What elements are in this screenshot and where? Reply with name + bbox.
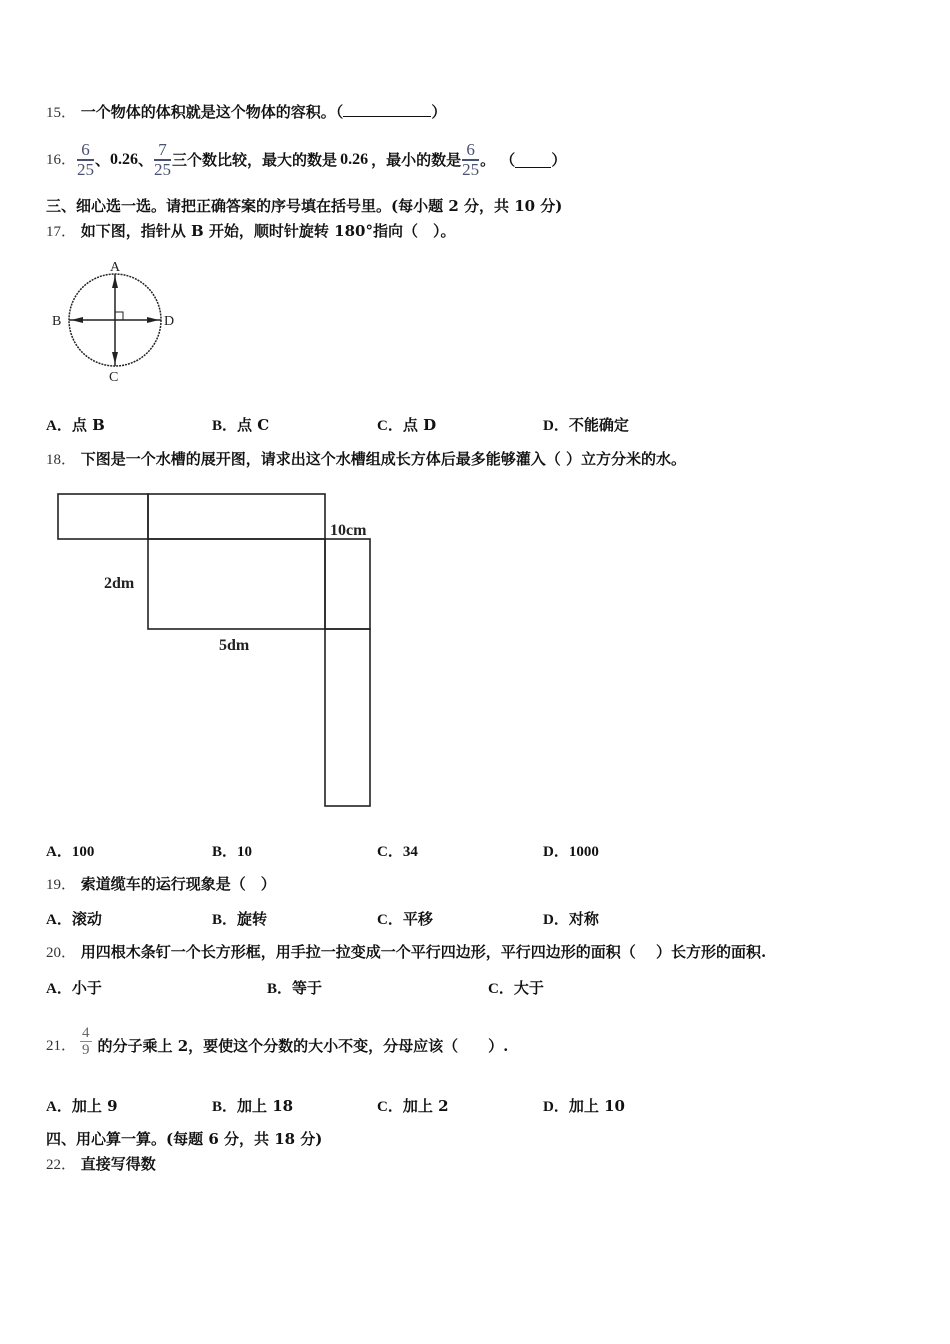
arrow-down-icon xyxy=(112,352,118,364)
arrow-right-icon xyxy=(147,317,159,323)
option-c[interactable]: C．大于 xyxy=(488,979,544,997)
svg-text:2dm: 2dm xyxy=(104,575,135,592)
svg-text:B: B xyxy=(52,314,62,329)
question-number: 20． xyxy=(46,945,77,961)
question-22 xyxy=(46,1154,156,1175)
svg-text:10cm: 10cm xyxy=(330,522,367,539)
question-16: 16． $\frac{6}{25}$ 、 0.26 、 $\frac{7}{25}$ 三个数比较，最大的数是 0.26 ，最小的数是 $\frac{6}{25}$ 。 （ ） xyxy=(46,140,567,179)
option-d[interactable]: D．对称 xyxy=(543,910,599,928)
option-c[interactable]: C．平移 xyxy=(377,910,433,928)
question-number: 16． xyxy=(46,152,77,168)
option-b[interactable]: B．等于 xyxy=(267,979,323,997)
fraction-6-25: $\frac{6}{25}$ xyxy=(462,140,480,179)
option-b[interactable]: B．旋转 xyxy=(212,910,268,928)
fraction-6-25: $\frac{6}{25}$ xyxy=(77,140,95,179)
question-number: 21． xyxy=(46,1038,77,1054)
question-number: 15． xyxy=(46,105,77,121)
question-number: 17． xyxy=(46,224,77,240)
option-d[interactable]: D．1000 xyxy=(543,844,599,860)
question-number: 22． xyxy=(46,1157,77,1173)
svg-text:5dm: 5dm xyxy=(219,637,250,654)
option-a[interactable]: A．滚动 xyxy=(46,910,102,928)
option-c[interactable]: C．加上 2 xyxy=(377,1097,449,1115)
section-3-title: 三、细心选一选。请把正确答案的序号填在括号里。(每小题 2 分，共 10 分) xyxy=(46,197,563,215)
option-d[interactable]: D．不能确定 xyxy=(543,416,629,434)
svg-text:A: A xyxy=(110,260,121,275)
svg-text:C: C xyxy=(109,370,119,385)
option-c[interactable]: C．34 xyxy=(377,844,418,860)
question-text: 下图是一个水槽的展开图，请求出这个水槽组成长方体后最多能够灌入（ ）立方分米的水。 xyxy=(80,450,687,468)
question-number: 18． xyxy=(46,452,77,468)
question-text: 直接写得数 xyxy=(80,1155,156,1173)
question-18 xyxy=(46,449,686,470)
option-c[interactable]: C．点 D xyxy=(377,416,437,434)
option-b[interactable]: B．加上 18 xyxy=(212,1097,294,1115)
option-b[interactable]: B．10 xyxy=(212,844,253,860)
question-text: 索道缆车的运行现象是（ ） xyxy=(80,875,276,893)
arrow-left-icon xyxy=(71,317,83,323)
question-20 xyxy=(46,942,766,963)
option-d[interactable]: D．加上 10 xyxy=(543,1097,625,1115)
question-21 xyxy=(46,1012,508,1058)
question-17 xyxy=(46,221,455,242)
option-b[interactable]: B．点 C xyxy=(212,416,270,434)
answer-blank[interactable] xyxy=(343,102,431,117)
question-text: 如下图，指针从 B 开始，顺时针旋转 180°指向（ ）。 xyxy=(80,222,456,240)
compass-diagram xyxy=(40,250,190,390)
question-number: 19． xyxy=(46,877,77,893)
question-19 xyxy=(46,874,276,895)
svg-text:D: D xyxy=(164,314,175,329)
fraction-4-9: $\frac{4}{9}$ xyxy=(82,1025,90,1058)
option-a[interactable]: A．小于 xyxy=(46,979,102,997)
option-a[interactable]: A．加上 9 xyxy=(46,1097,118,1115)
question-text: 一个物体的体积就是这个物体的容积。（ xyxy=(80,103,344,121)
section-4-title: 四、用心算一算。(每题 6 分，共 18 分) xyxy=(46,1130,323,1148)
water-tank-net-diagram xyxy=(0,480,420,820)
right-angle-mark xyxy=(115,312,123,320)
answer-blank[interactable] xyxy=(515,153,551,168)
arrow-up-icon xyxy=(112,276,118,288)
option-a[interactable]: A．100 xyxy=(46,844,95,860)
question-15: 15． 一个物体的体积就是这个物体的容积。（ ） xyxy=(46,103,447,121)
option-a[interactable]: A．点 B xyxy=(46,416,105,434)
question-text: 用四根木条钉一个长方形框，用手拉一拉变成一个平行四边形，平行四边形的面积（ ）长方形的面积. xyxy=(80,943,767,961)
fraction-7-25: $\frac{7}{25}$ xyxy=(154,140,172,179)
question-text: 的分子乘上 2，要使这个分数的大小不变，分母应该（ ）. xyxy=(97,1037,509,1055)
